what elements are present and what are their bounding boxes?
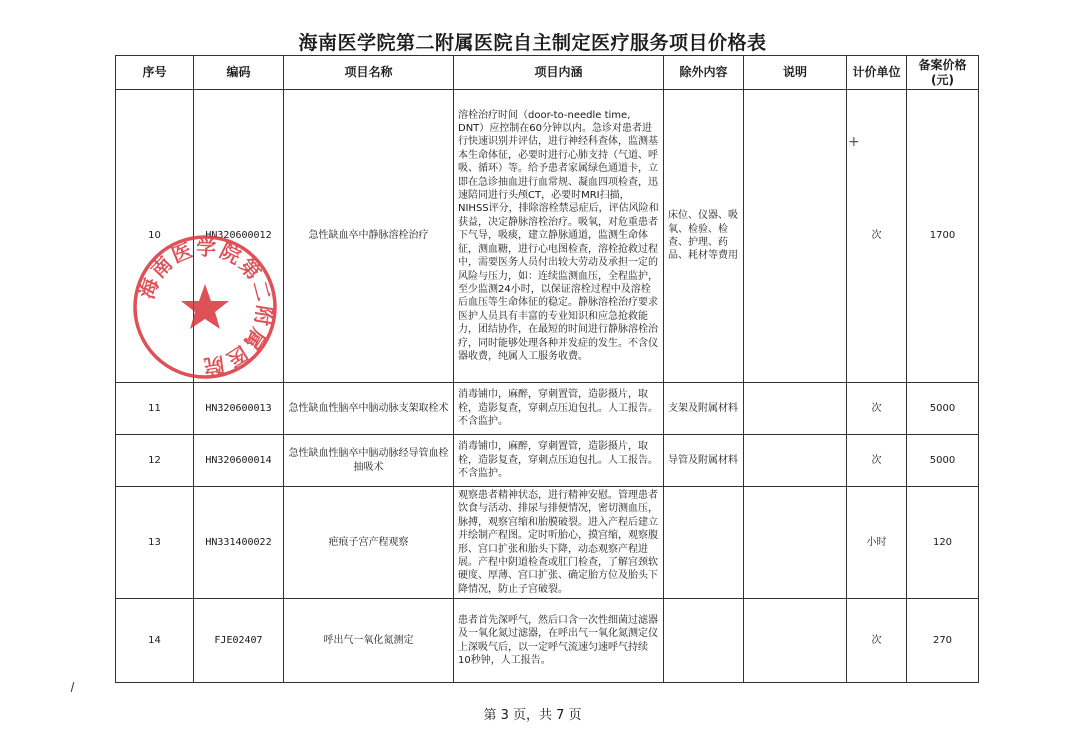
row-name: 急性缺血卒中静脉溶栓治疗 <box>284 90 454 383</box>
header-price: 备案价格 (元) <box>907 56 979 90</box>
seal-text: 海南医学院第二附属医院 <box>134 235 277 379</box>
header-row <box>116 56 979 90</box>
row-excluded <box>664 599 744 683</box>
row-index: 12 <box>116 435 194 487</box>
row-index: 13 <box>116 487 194 599</box>
row-code: HN320600014 <box>194 435 284 487</box>
row-code: HN331400022 <box>194 487 284 599</box>
header-name: 项目名称 <box>284 56 454 90</box>
row-name: 呼出气一氧化氮测定 <box>284 599 454 683</box>
row-code: FJE02407 <box>194 599 284 683</box>
row-price: 5000 <box>907 435 979 487</box>
row-price: 270 <box>907 599 979 683</box>
row-price: 1700 <box>907 90 979 383</box>
header-index: 序号 <box>116 56 194 90</box>
row-code: HN320600013 <box>194 383 284 435</box>
row-index: 10 <box>116 90 194 383</box>
row-name: 急性缺血性脑卒中脑动脉支架取栓术 <box>284 383 454 435</box>
row-content: 患者首先深呼气，然后口含一次性细菌过滤器及一氧化氮过滤器，在呼出气一氧化氮测定仪上深吸气后，以一定呼气流速匀速呼气持续10秒钟，人工报告。 <box>454 599 664 683</box>
table-row <box>116 383 979 435</box>
header-code: 编码 <box>194 56 284 90</box>
header-unit: 计价单位 <box>847 56 907 90</box>
row-content: 观察患者精神状态，进行精神安慰。管理患者饮食与活动、排尿与排便情况，密切测血压，脉搏，观察宫缩和胎膜破裂。进入产程后建立并绘制产程图。定时听胎心，摸宫缩，观察腹形、宫口扩张和胎头下降，动态观察产程进展。产程中阴道检查或肛门检查，了解宫颈软硬度、厚薄、宫口扩张、确定胎方位及胎头下降情况，防止子宫破裂。 <box>454 487 664 599</box>
header-content: 项目内涵 <box>454 56 664 90</box>
row-excluded: 床位、仪器、吸氧、检验、检查、护理、药品、耗材等费用 <box>664 90 744 383</box>
row-price: 120 <box>907 487 979 599</box>
scan-artifact <box>71 682 75 692</box>
crosshair-mark-icon: + <box>848 134 860 150</box>
table-row <box>116 435 979 487</box>
row-unit: 次 <box>847 90 907 383</box>
row-unit: 次 <box>847 599 907 683</box>
row-unit: 次 <box>847 435 907 487</box>
row-content: 消毒铺巾，麻醉，穿刺置管，造影摄片，取栓，造影复查，穿刺点压迫包扎。人工报告。不含监护。 <box>454 383 664 435</box>
row-excluded: 导管及附属材料 <box>664 435 744 487</box>
document-title: 海南医学院第二附属医院自主制定医疗服务项目价格表 <box>298 32 767 54</box>
row-name: 急性缺血性脑卒中脑动脉经导管血栓抽吸术 <box>284 435 454 487</box>
row-index: 11 <box>116 383 194 435</box>
row-unit: 小时 <box>847 487 907 599</box>
row-index: 14 <box>116 599 194 683</box>
row-notes <box>744 599 847 683</box>
row-price: 5000 <box>907 383 979 435</box>
row-content: 消毒铺巾，麻醉，穿刺置管，造影摄片，取栓，造影复查，穿刺点压迫包扎。人工报告。不含监护。 <box>454 435 664 487</box>
row-notes <box>744 90 847 383</box>
header-notes: 说明 <box>744 56 847 90</box>
row-name: 疤痕子宫产程观察 <box>284 487 454 599</box>
row-notes <box>744 487 847 599</box>
row-notes <box>744 383 847 435</box>
row-content: 溶栓治疗时间（door-to-needle time, DNT）应控制在60分钟以内。急诊对患者进行快速识别并评估，进行神经科查体，监测基本生命体征，必要时进行心肺支持（气道、呼吸、循环）等。给予患者家属绿色通道卡，立即在急诊抽血进行血常规、凝血四项检查，迅速陪同进行头颅CT，必要时MRI扫描，NIHSS评分，排除溶栓禁忌症后，评估风险和获益，决定静脉溶栓治疗。吸氧，对危重患者下气导，吸痰，建立静脉通道，监测生命体征，测血糖，进行心电图检查，溶栓抢救过程中，需要医务人员付出较大劳动及承担一定的风险与压力，如：连续监测血压，全程监护，至少监测24小时，以保证溶栓过程中及溶栓后血压等生命体征的稳定。静脉溶栓治疗要求医护人员具有丰富的专业知识和应急抢救能力，团结协作，在最短的时间进行静脉溶栓治疗，同时能够处理各种并发症的发生。不含仪器收费，纯属人工服务收费。 <box>454 90 664 383</box>
row-notes <box>744 435 847 487</box>
table-row <box>116 487 979 599</box>
row-code: HN320600012 <box>194 90 284 383</box>
table-row <box>116 599 979 683</box>
row-excluded: 支架及附属材料 <box>664 383 744 435</box>
row-unit: 次 <box>847 383 907 435</box>
row-excluded <box>664 487 744 599</box>
page-footer: 第 3 页，共 7 页 <box>483 708 582 723</box>
header-excluded: 除外内容 <box>664 56 744 90</box>
